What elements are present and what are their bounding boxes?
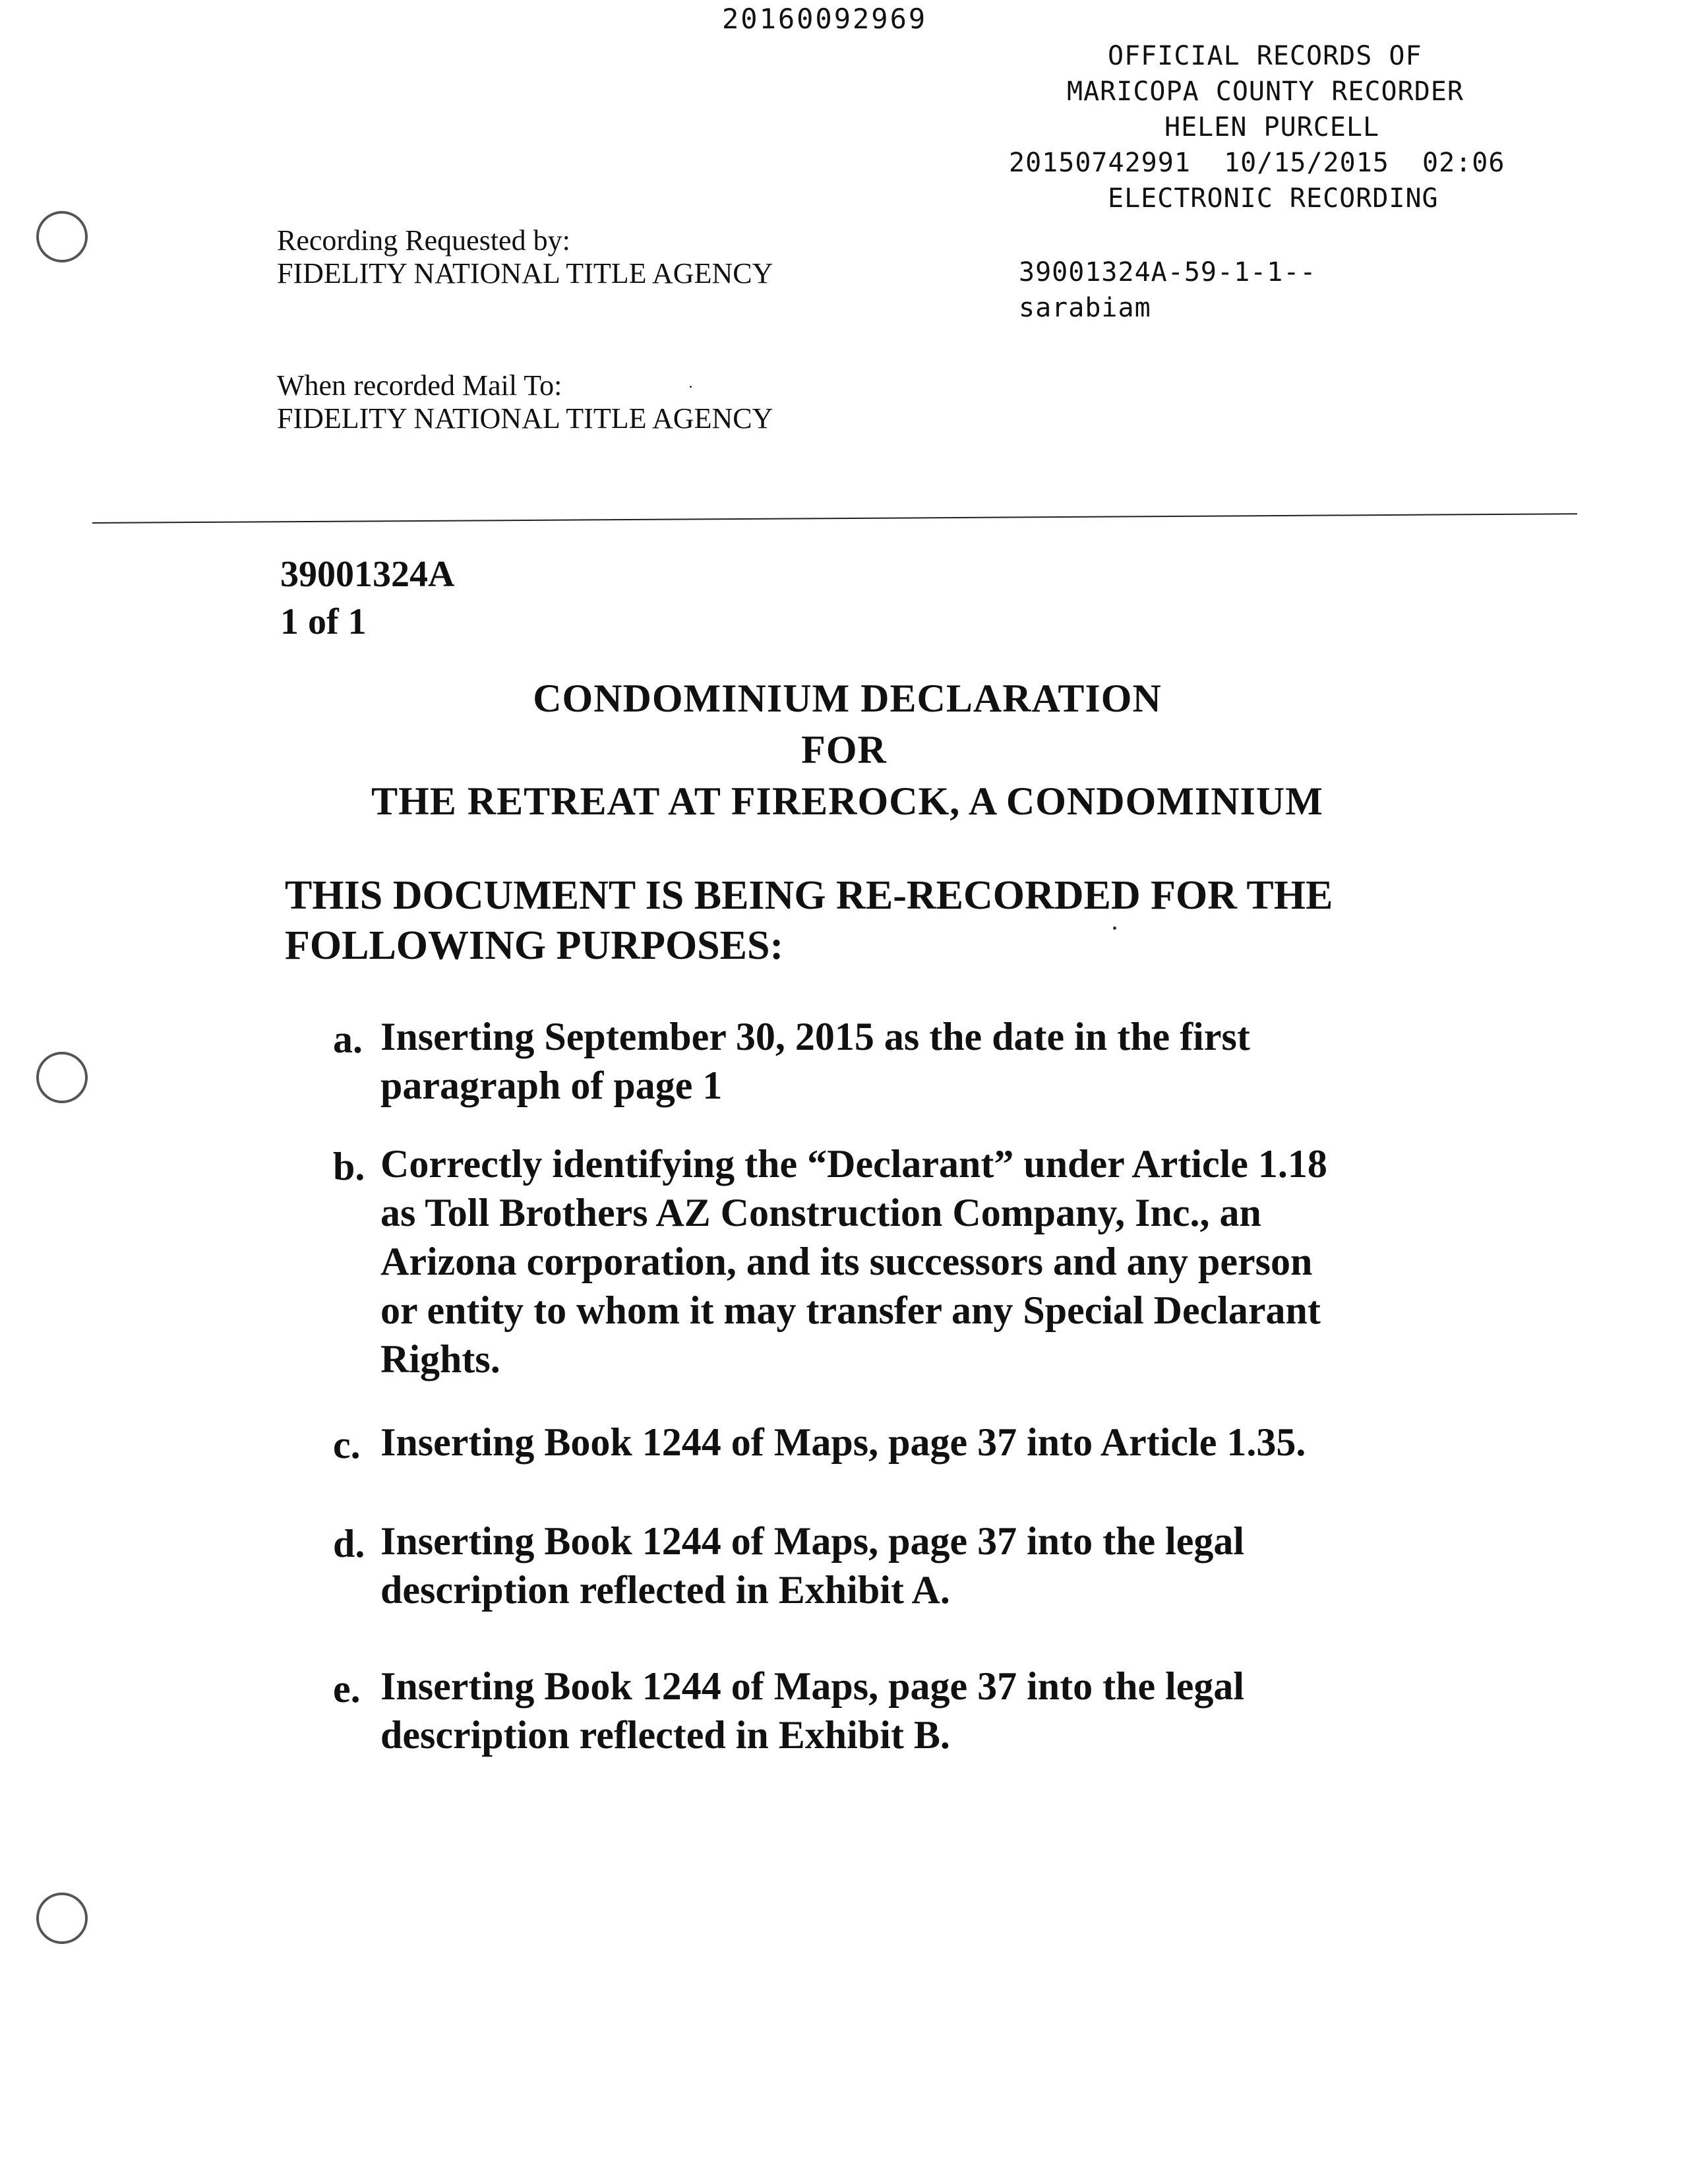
title-line-1: CONDOMINIUM DECLARATION (533, 677, 1162, 720)
purpose-letter: d. (333, 1522, 365, 1565)
purpose-line: Correctly identifying the “Declarant” under Article 1.18 (380, 1142, 1327, 1186)
document-number: 20160092969 (722, 3, 928, 35)
requested-by-value: FIDELITY NATIONAL TITLE AGENCY (277, 257, 773, 289)
stamp-line-electronic-recording: ELECTRONIC RECORDING (1108, 183, 1439, 214)
punch-hole-icon (36, 1893, 88, 1944)
recording-requested-block (277, 224, 773, 290)
title-line-3: THE RETREAT AT FIREROCK, A CONDOMINIUM (371, 779, 1323, 823)
document-id: 39001324A (280, 554, 455, 595)
purpose-text (380, 1012, 1428, 1110)
purpose-item-a (333, 1012, 1428, 1110)
purpose-line: Inserting September 30, 2015 as the date in the first (380, 1015, 1250, 1058)
purpose-letter: a. (333, 1017, 363, 1061)
scan-speck (1113, 926, 1116, 930)
purpose-item-e (333, 1662, 1428, 1759)
purpose-letter: e. (333, 1667, 361, 1711)
stamp-line-official-records: OFFICIAL RECORDS OF (1108, 41, 1422, 71)
re-recorded-heading-line-1: THIS DOCUMENT IS BEING RE-RECORDED FOR THE (285, 873, 1333, 918)
purpose-line: Inserting Book 1244 of Maps, page 37 into the legal (380, 1519, 1245, 1563)
recorder-code (1019, 255, 1316, 326)
stamp-line-recorder-name: HELEN PURCELL (1164, 112, 1380, 142)
mail-to-block (277, 369, 773, 435)
purpose-line: Inserting Book 1244 of Maps, page 37 into Article 1.35. (380, 1420, 1306, 1464)
stamp-line-county-recorder: MARICOPA COUNTY RECORDER (1067, 76, 1464, 107)
purpose-line: Inserting Book 1244 of Maps, page 37 into the legal (380, 1664, 1245, 1708)
header-divider (92, 513, 1577, 524)
purpose-line: Arizona corporation, and its successors and any person (380, 1240, 1313, 1283)
purpose-line: as Toll Brothers AZ Construction Company, Inc., an (380, 1191, 1261, 1234)
punch-hole-icon (36, 1052, 88, 1103)
re-recorded-heading-line-2: FOLLOWING PURPOSES: (285, 923, 784, 968)
purpose-text (380, 1139, 1428, 1383)
purpose-item-b (333, 1139, 1428, 1383)
document-reference (280, 551, 454, 646)
recorder-stamp (1009, 38, 1602, 216)
recorder-code-clerk: sarabiam (1019, 293, 1151, 323)
purpose-line: description reflected in Exhibit B. (380, 1713, 950, 1757)
page-count: 1 of 1 (280, 601, 367, 642)
purpose-line: Rights. (380, 1337, 500, 1381)
punch-hole-icon (36, 211, 88, 262)
purpose-text (380, 1418, 1428, 1467)
mail-to-label: When recorded Mail To: (277, 369, 562, 402)
re-recorded-heading (285, 870, 1406, 971)
mail-to-value: FIDELITY NATIONAL TITLE AGENCY (277, 402, 773, 435)
purpose-item-c (333, 1418, 1428, 1467)
title-line-2: FOR (801, 728, 887, 772)
purpose-text (380, 1662, 1428, 1759)
purpose-letter: b. (333, 1145, 365, 1188)
document-title (0, 673, 1688, 827)
purpose-item-d (333, 1517, 1428, 1614)
purpose-line: description reflected in Exhibit A. (380, 1568, 950, 1612)
purpose-letter: c. (333, 1423, 361, 1467)
purpose-line: or entity to whom it may transfer any Special Declarant (380, 1289, 1321, 1332)
scan-speck (690, 386, 692, 388)
purpose-line: paragraph of page 1 (380, 1064, 723, 1107)
purpose-text (380, 1517, 1428, 1614)
requested-by-label: Recording Requested by: (277, 224, 570, 257)
recorder-code-number: 39001324A-59-1-1-- (1019, 257, 1317, 288)
stamp-line-recording-number-date: 20150742991 10/15/2015 02:06 (1009, 148, 1505, 178)
